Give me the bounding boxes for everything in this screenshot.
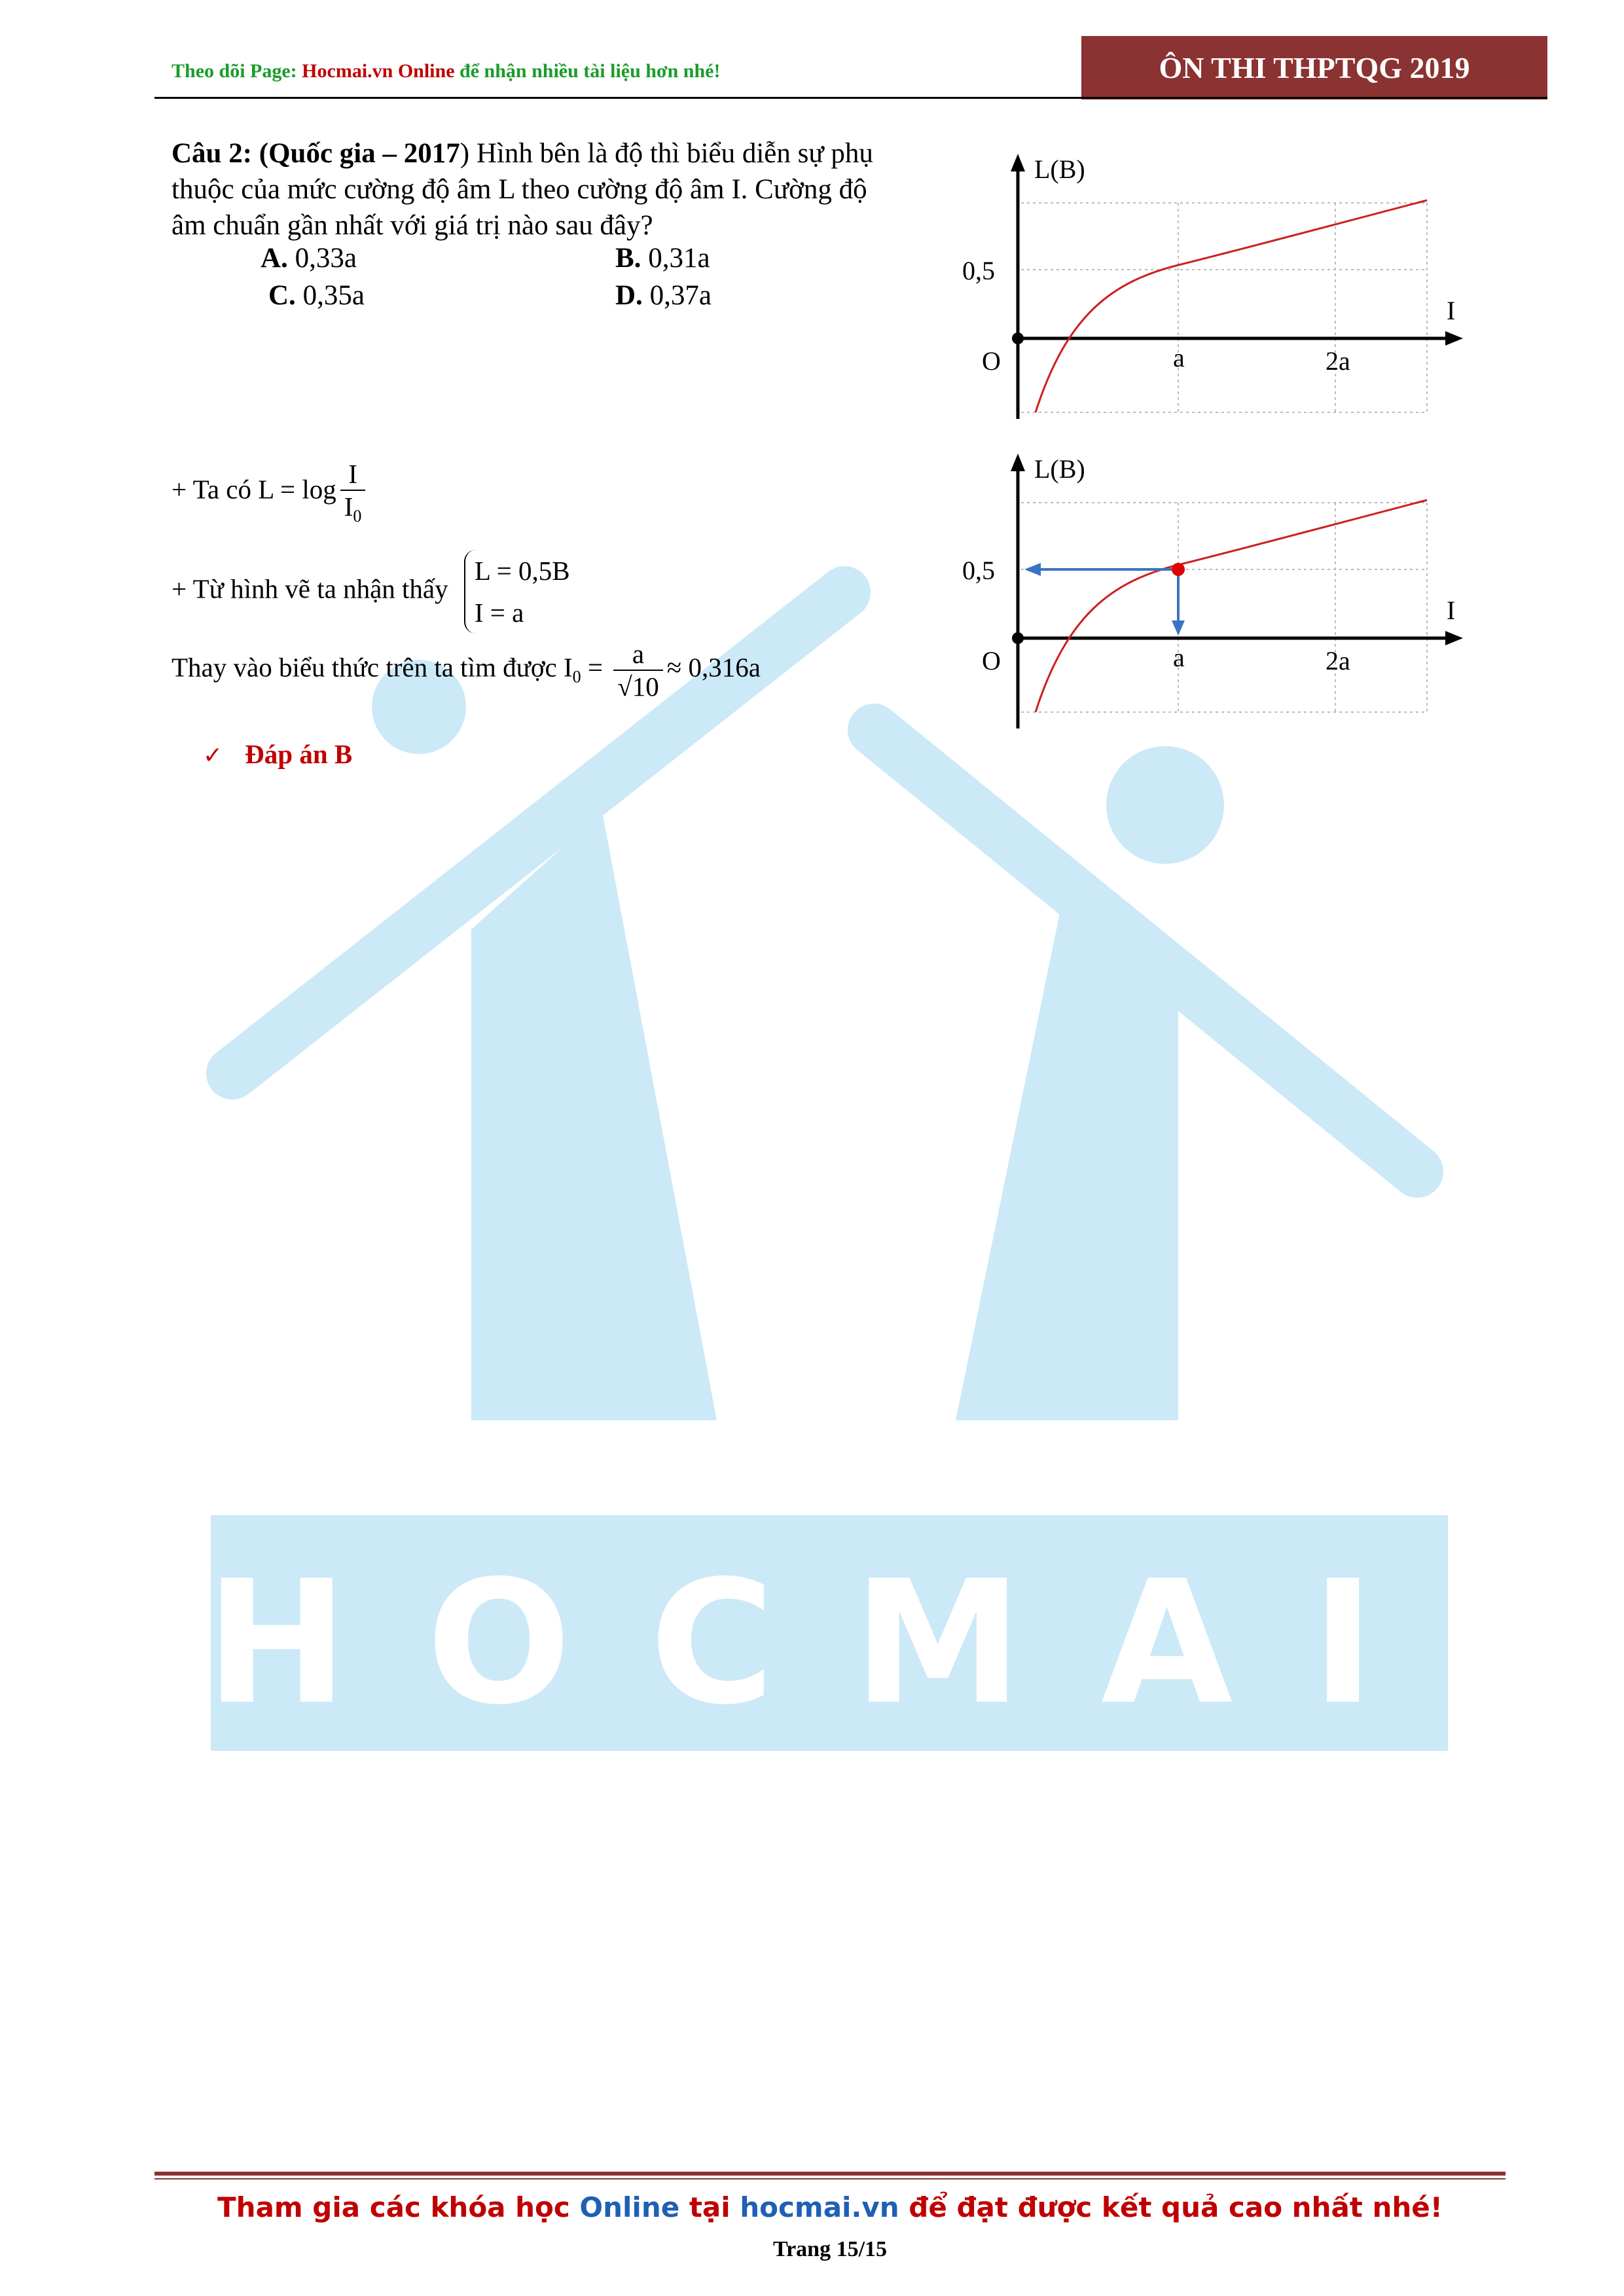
step3-numerator: a [613, 638, 663, 671]
x-tick-a: a [1173, 343, 1185, 372]
solution-step-1 [171, 458, 369, 526]
header-divider [154, 97, 1547, 99]
answer-text: Đáp án B [245, 739, 353, 769]
option-c-value: 0,35a [302, 280, 365, 311]
solution-graph [962, 450, 1486, 732]
origin-label: O [982, 646, 1001, 675]
y-axis-label: L(B) [1034, 454, 1085, 484]
option-b-key: B. [615, 243, 641, 274]
log-curve [1036, 200, 1427, 412]
footer-online: Online [579, 2191, 680, 2223]
watermark-head-right [1106, 746, 1224, 864]
step1-lhs: L = log [258, 474, 336, 505]
origin-label: O [982, 346, 1001, 376]
y-tick-label: 0,5 [962, 556, 995, 585]
option-a-key: A. [261, 243, 288, 274]
x-tick-a: a [1173, 643, 1185, 672]
header-promo [171, 60, 720, 82]
question-line-2: thuộc của mức cường độ âm L theo cường độ âm I. Cường độ [171, 174, 867, 205]
intersection-point [1172, 563, 1185, 576]
header-suffix: để nhận nhiều tài liệu hơn nhé! [454, 60, 721, 82]
step1-denominator: I [344, 492, 353, 522]
footer-divider [154, 2172, 1506, 2176]
y-tick-label: 0,5 [962, 256, 995, 285]
option-d-value: 0,37a [649, 280, 712, 311]
option-b-value: 0,31a [648, 243, 710, 274]
header-prefix: Theo dõi Page: [171, 60, 302, 82]
page-number: Trang 15/15 [772, 2237, 888, 2261]
origin-dot [1012, 332, 1024, 344]
step3-lhs-sub: 0 [572, 667, 581, 687]
step3-fraction [613, 638, 663, 702]
step1-denominator-sub: 0 [353, 507, 362, 526]
solution-step-3: Thay vào biểu thức trên ta tìm được $I_0$ = $\frac{a}{√10}$ ≈ 0,316a [171, 639, 761, 702]
footer-promo [154, 2191, 1506, 2223]
footer-text-1: Tham gia các khóa học [217, 2191, 580, 2223]
header-badge: ÔN THI THPTQG 2019 [1081, 36, 1547, 99]
log-curve [1036, 500, 1427, 712]
step3-denominator: √10 [617, 672, 659, 702]
y-axis-label: L(B) [1034, 154, 1085, 184]
solution-step-2 [171, 550, 570, 634]
question-line-3: âm chuẩn gần nhất với giá trị nào sau đây? [171, 210, 653, 241]
option-d [615, 279, 712, 312]
header-brand-link[interactable]: Hocmai.vn Online [302, 60, 455, 82]
checkmark-icon: ✓ [203, 742, 223, 769]
option-c [268, 279, 365, 312]
x-axis-label: I [1447, 296, 1456, 325]
watermark-text: HOCMAI [205, 1545, 1454, 1742]
step2-system [464, 550, 570, 634]
footer-divider-thin [154, 2178, 1506, 2179]
question-label: Câu 2: (Quốc gia – 2017 [171, 138, 460, 169]
step2-eq2: I = a [474, 598, 524, 628]
step1-fraction [340, 458, 366, 526]
option-a [261, 242, 357, 274]
option-c-key: C. [268, 280, 296, 311]
x-tick-2a: 2a [1326, 646, 1350, 675]
origin-dot [1012, 632, 1024, 644]
step2-prefix: + Từ hình vẽ ta nhận thấy [171, 573, 448, 604]
footer-site-link[interactable]: hocmai.vn [740, 2191, 899, 2223]
step1-prefix: + Ta có [171, 474, 251, 505]
question-text-1: ) Hình bên là độ thì biểu diễn sự phụ [460, 138, 873, 169]
step1-numerator: I [340, 458, 366, 491]
footer-text-2: tại [679, 2191, 740, 2223]
answer-line [203, 738, 352, 770]
step2-eq1: L = 0,5B [474, 556, 570, 586]
step3-lhs: I [563, 652, 573, 683]
option-d-key: D. [615, 280, 643, 311]
option-b [615, 242, 710, 274]
question-line-1 [171, 135, 873, 171]
step3-result: ≈ 0,316a [666, 652, 761, 683]
option-a-value: 0,33a [295, 243, 357, 274]
question-graph [962, 151, 1486, 425]
x-tick-2a: 2a [1326, 346, 1350, 376]
footer-text-3: để đạt được kết quả cao nhất nhé! [899, 2191, 1443, 2223]
x-axis-label: I [1447, 596, 1456, 625]
step3-prefix: Thay vào biểu thức trên ta tìm được [171, 652, 557, 683]
